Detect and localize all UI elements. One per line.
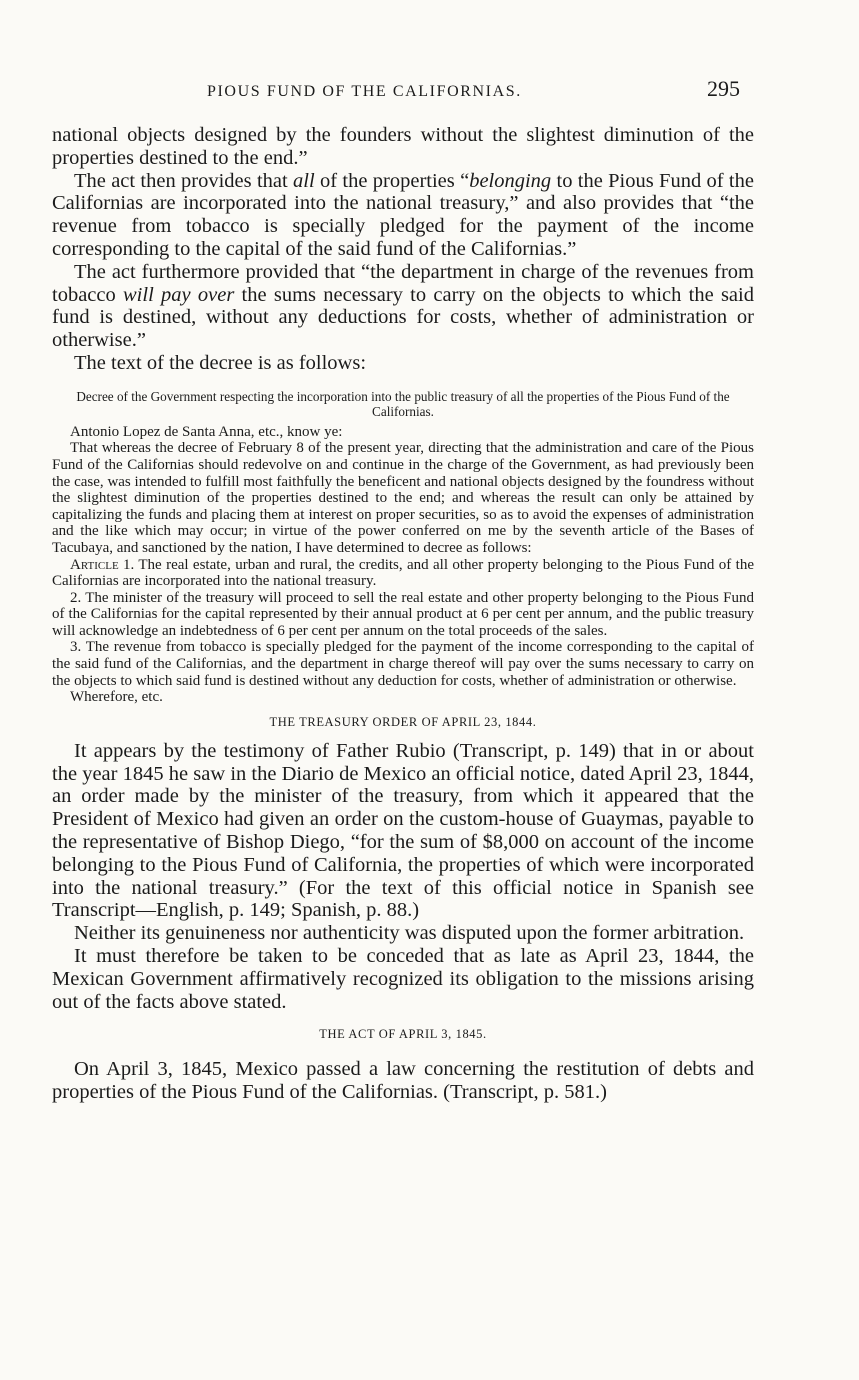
page-body — [52, 124, 754, 1104]
paragraph-conceded: It must therefore be taken to be conceded that as late as April 23, 1844, the Mexican Government affirmatively recognized its obligation to the missions arising out of the facts above stated. — [52, 945, 754, 1013]
decree-heading: Decree of the Government respecting the incorporation into the public treasury of all the properties of the Pious Fund of the Californias. — [76, 388, 730, 419]
decree-article-1: Article 1. The real estate, urban and rural, the credits, and all other property belonging to the Pious Fund of the Californias are incorporated into the national treasury. — [52, 556, 754, 590]
decree-article-2: 2. The minister of the treasury will proceed to sell the real estate and other property belonging to the Pious Fund of the Californias for the capital represented by their annual product at 6 per cent per annum, and the public treasury will acknowledge an indebtedness of 6 per cent per annum on the total proceeds of the sales. — [52, 589, 754, 639]
paragraph-act-furthermore: The act furthermore provided that “the department in charge of the revenues from tobacco will pay over the sums necessary to carry on the objects to which the said fund is destined, without any deductions for costs, whether of administration or otherwise.” — [52, 260, 754, 352]
paragraph-act-1845: On April 3, 1845, Mexico passed a law concerning the restitution of debts and properties of the Pious Fund of the Californias. (Transcript, p. 581.) — [52, 1058, 754, 1104]
running-header — [52, 76, 752, 106]
decree-closing: Wherefore, etc. — [70, 689, 163, 706]
paragraph-decree-intro: The text of the decree is as follows: — [74, 351, 367, 374]
paragraph-continuation: national objects designed by the founders without the slightest diminution of the properties destined to the end.” — [52, 124, 754, 169]
running-title: PIOUS FUND OF THE CALIFORNIAS. — [207, 83, 522, 100]
decree-article-3: 3. The revenue from tobacco is specially pledged for the payment of the income corresponding to the capital of the said fund of the Californias, and the department in charge thereof will pay over the sums necessary to carry on the objects to which said fund is destined without any deduction for costs, whether of administration or otherwise. — [52, 639, 754, 689]
paragraph-act-provides: The act then provides that all of the properties “belonging to the Pious Fund of the Californias are incorporated into the national treasury,” and also provides that “the revenue from tobacco is specially pledged for the payment of the income corresponding to the capital of the said fund of the Californias.” — [52, 169, 754, 260]
section-heading-act-1845: THE ACT OF APRIL 3, 1845. — [319, 1027, 487, 1042]
section-heading-treasury-order: THE TREASURY ORDER OF APRIL 23, 1844. — [269, 714, 537, 729]
page-number: 295 — [707, 76, 740, 101]
paragraph-genuineness: Neither its genuineness nor authenticity was disputed upon the former arbitration. — [74, 922, 745, 945]
decree-salutation: Antonio Lopez de Santa Anna, etc., know ye: — [70, 423, 343, 440]
decree-preamble: That whereas the decree of February 8 of the present year, directing that the administration and care of the Pious Fund of the Californias should redevolve on and continue in the charge of the Government, as had previously been the case, was intended to fulfill most faithfully the beneficent and national objects designed by the foundress without the slightest diminution of the properties destined to the end; and whereas the result can only be attained by capitalizing the funds and placing them at interest on proper securities, so as to avoid the expenses of administration and the like which may occur; in virtue of the power conferred on me by the seventh article of the Bases of Tacubaya, and sanctioned by the nation, I have determined to decree as follows: — [52, 440, 754, 556]
paragraph-father-rubio: It appears by the testimony of Father Rubio (Transcript, p. 149) that in or about the year 1845 he saw in the Diario de Mexico an official notice, dated April 23, 1844, an order made by the minister of the treasury, from which it appeared that the President of Mexico had given an order on the custom-house of Guaymas, payable to the representative of Bishop Diego, “for the sum of $8,000 on account of the income belonging to the Pious Fund of California, the properties of which were incorporated into the national treasury.” (For the text of this official notice in Spanish see Transcript—English, p. 149; Spanish, p. 88.) — [52, 739, 754, 922]
